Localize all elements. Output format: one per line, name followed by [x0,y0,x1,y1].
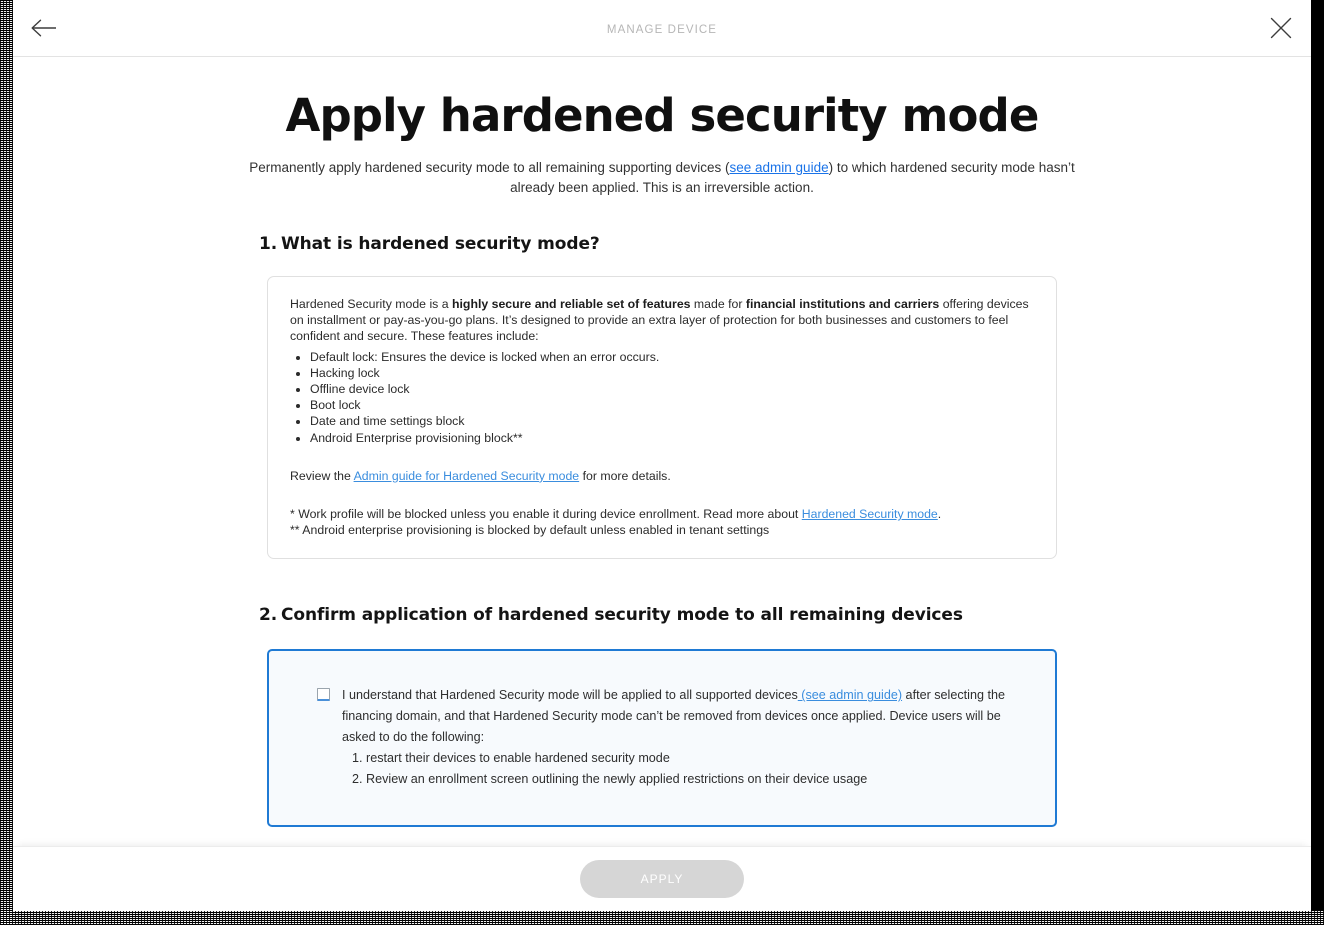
confirm-text-part-1: I understand that Hardened Security mode will be applied to all supported devices [342,688,798,703]
section-2-number: 2. [259,605,278,626]
footnote-1 [290,506,1034,522]
modal-header [13,0,1311,57]
admin-guide-hardened-security-link[interactable]: Admin guide for Hardened Security mode [353,468,580,483]
feature-list [290,349,1034,446]
modal-footer [13,846,1311,911]
confirm-text-part-2: after selecting the financing domain, and that Hardened Security mode can’t be removed from devices once applied. Device users will be asked to do the following: [342,688,1005,745]
hardened-security-mode-link[interactable]: Hardened Security mode [801,507,938,522]
see-admin-guide-link-subtitle[interactable]: see admin guide [729,160,829,175]
page-title: Apply hardened security mode [285,89,1039,142]
modal-body[interactable] [13,57,1311,846]
section-2-heading [257,605,1067,625]
info-para-text-e: offering devices on installment or pay-as-you-go plans. It’s designed to provide an extra layer of protection for both businesses and customers to feel confident and secure. These features include: [290,297,1029,344]
list-item: • Offline device lock [310,381,1034,397]
list-item: • Hacking lock [310,365,1034,381]
review-prefix: Review the [290,468,354,483]
confirmation-box [267,649,1057,827]
close-button[interactable] [1261,10,1301,48]
subtitle-text-1: Permanently apply hardened security mode to all remaining supporting devices ( [249,160,730,175]
header-title: MANAGE DEVICE [606,24,718,36]
footnote-1-prefix: * Work profile will be blocked unless you enable it during device enrollment. Read more about [290,507,802,522]
info-para-text-c: made for [690,297,746,311]
review-suffix: for more details. [579,468,671,483]
info-para-bold-2: financial institutions and carriers [745,297,940,311]
section-1-title: What is hardened security mode? [281,234,600,254]
left-edge-noise [0,0,13,925]
subtitle-text-2: ) to which hardened security mode hasn’t already been applied. This is an irreversible action. [510,160,1075,195]
close-icon [1270,17,1292,42]
confirm-checkbox[interactable] [317,688,330,701]
section-1-heading [257,234,1067,254]
list-item: 2. Review an enrollment screen outlining the newly applied restrictions on their device usage [366,769,1025,790]
footnote-1-suffix: . [937,507,942,522]
see-admin-guide-link-confirm[interactable]: (see admin guide) [797,688,903,703]
list-item: • Boot lock [310,397,1034,413]
info-para-text-a: Hardened Security mode is a [290,297,452,311]
footnote-2: ** Android enterprise provisioning is blocked by default unless enabled in tenant settings [290,523,770,538]
info-para-bold-1: highly secure and reliable set of features [452,297,691,311]
list-item: • Default lock: Ensures the device is locked when an error occurs. [310,349,1034,365]
info-card-paragraph [290,296,1034,345]
confirm-text [342,685,1025,790]
page-subtitle [248,158,1076,198]
list-item: 1. restart their devices to enable hardened security mode [366,748,1025,769]
modal-content [13,57,1311,827]
review-line [290,468,1034,484]
hardened-security-info-card [267,276,1057,559]
confirm-row [317,685,1025,790]
confirm-steps-list [342,748,1025,790]
apply-button[interactable]: APPLY [580,860,744,898]
section-2-title: Confirm application of hardened security mode to all remaining devices [281,605,963,626]
bottom-edge-noise [0,911,1324,925]
list-item: • Android Enterprise provisioning block** [310,430,1034,446]
list-item: • Date and time settings block [310,413,1034,429]
manage-device-modal [13,0,1311,911]
section-1-number: 1. [259,234,278,254]
